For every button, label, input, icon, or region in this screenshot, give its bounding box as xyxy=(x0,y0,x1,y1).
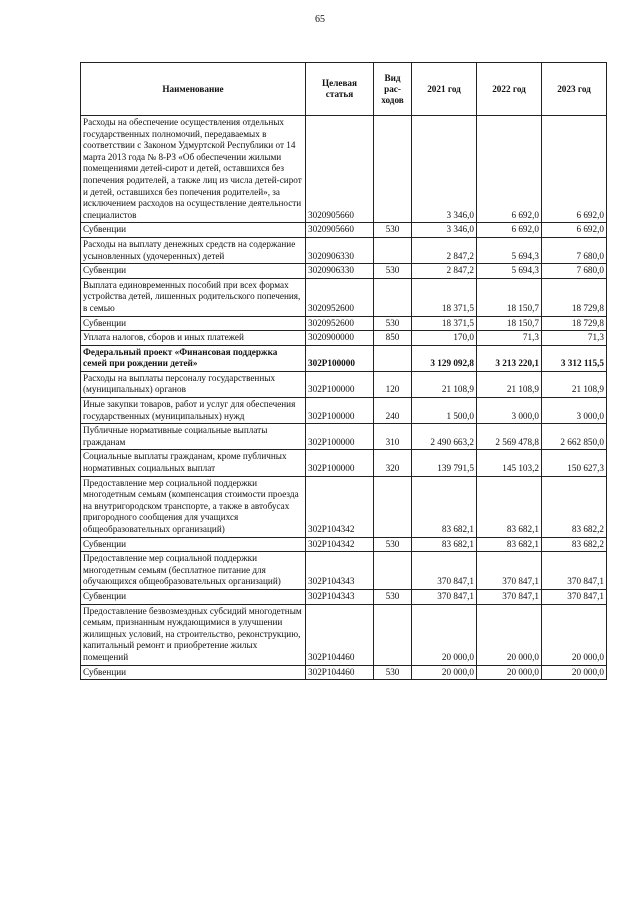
row-value-2023: 18 729,8 xyxy=(542,316,607,331)
table-row xyxy=(81,424,607,450)
row-name: Предоставление безвозмездных субсидий многодетным семьям, признанным нуждающимися в улучшении жилищных условий, на строительство, реконструкцию, капитальный ремонт и приобретение жилых помещений xyxy=(81,604,306,665)
row-target-code: 3020906330 xyxy=(306,237,374,263)
row-value-2021: 21 108,9 xyxy=(412,371,477,397)
row-value-2022: 20 000,0 xyxy=(477,665,542,680)
row-value-2021: 139 791,5 xyxy=(412,450,477,476)
row-target-code: 302P100000 xyxy=(306,424,374,450)
row-value-2022: 20 000,0 xyxy=(477,604,542,665)
row-name: Расходы на обеспечение осуществления отдельных государственных полномочий, передаваемых в соответствии с Законом Удмуртской Республики от 14 марта 2013 года № 8-РЗ «Об обеспечении жилыми помещениями детей-сирот и детей, оставшихся без попечения родителей, а также лиц из числа детей-сирот и детей, оставшихся без попечения родителей», за исключением расходов на осуществление деятельности специалистов xyxy=(81,116,306,223)
budget-table xyxy=(80,62,607,680)
row-target-code: 3020906330 xyxy=(306,264,374,279)
table-row xyxy=(81,237,607,263)
row-value-2021: 370 847,1 xyxy=(412,552,477,590)
table-row xyxy=(81,589,607,604)
table-row xyxy=(81,278,607,316)
row-target-code: 302P104342 xyxy=(306,476,374,537)
row-value-2021: 2 847,2 xyxy=(412,264,477,279)
row-target-code: 3020905660 xyxy=(306,116,374,223)
row-value-2022: 18 150,7 xyxy=(477,316,542,331)
row-value-2022: 71,3 xyxy=(477,331,542,346)
header-code: Целевая статья xyxy=(306,63,374,116)
row-expense-type xyxy=(374,345,412,371)
row-expense-type: 120 xyxy=(374,371,412,397)
row-value-2021: 18 371,5 xyxy=(412,278,477,316)
row-target-code: 302P104342 xyxy=(306,537,374,552)
row-target-code: 3020952600 xyxy=(306,316,374,331)
row-value-2021: 18 371,5 xyxy=(412,316,477,331)
row-expense-type xyxy=(374,552,412,590)
row-expense-type xyxy=(374,116,412,223)
row-expense-type xyxy=(374,604,412,665)
page-number: 65 xyxy=(315,14,325,25)
table-row xyxy=(81,450,607,476)
row-target-code: 3020900000 xyxy=(306,331,374,346)
row-name: Иные закупки товаров, работ и услуг для обеспечения государственных (муниципальных) нужд xyxy=(81,398,306,424)
row-value-2023: 21 108,9 xyxy=(542,371,607,397)
row-value-2022: 370 847,1 xyxy=(477,552,542,590)
row-expense-type: 310 xyxy=(374,424,412,450)
row-expense-type: 530 xyxy=(374,589,412,604)
row-value-2022: 3 000,0 xyxy=(477,398,542,424)
row-value-2021: 20 000,0 xyxy=(412,665,477,680)
row-value-2022: 370 847,1 xyxy=(477,589,542,604)
row-value-2022: 6 692,0 xyxy=(477,223,542,238)
row-name: Предоставление мер социальной поддержки многодетным семьям (компенсация стоимости проезда на внутригородском транспорте, а также в автобусах пригородного сообщения для учащихся общеобразовательных организаций) xyxy=(81,476,306,537)
header-name: Наименование xyxy=(81,63,306,116)
row-value-2021: 3 346,0 xyxy=(412,116,477,223)
row-expense-type: 530 xyxy=(374,665,412,680)
header-2022: 2022 год xyxy=(477,63,542,116)
row-value-2023: 150 627,3 xyxy=(542,450,607,476)
header-row xyxy=(81,63,607,116)
row-value-2021: 3 129 092,8 xyxy=(412,345,477,371)
row-name: Расходы на выплату денежных средств на содержание усыновленных (удочеренных) детей xyxy=(81,237,306,263)
row-expense-type: 320 xyxy=(374,450,412,476)
row-value-2022: 83 682,1 xyxy=(477,537,542,552)
row-value-2022: 18 150,7 xyxy=(477,278,542,316)
row-value-2021: 2 847,2 xyxy=(412,237,477,263)
row-expense-type xyxy=(374,278,412,316)
row-value-2023: 20 000,0 xyxy=(542,604,607,665)
row-expense-type: 850 xyxy=(374,331,412,346)
row-value-2021: 20 000,0 xyxy=(412,604,477,665)
row-name: Публичные нормативные социальные выплаты гражданам xyxy=(81,424,306,450)
table-row xyxy=(81,331,607,346)
row-value-2022: 5 694,3 xyxy=(477,264,542,279)
row-target-code: 302P104460 xyxy=(306,604,374,665)
row-name: Субвенции xyxy=(81,665,306,680)
row-value-2022: 2 569 478,8 xyxy=(477,424,542,450)
row-value-2022: 3 213 220,1 xyxy=(477,345,542,371)
row-expense-type: 240 xyxy=(374,398,412,424)
row-name: Уплата налогов, сборов и иных платежей xyxy=(81,331,306,346)
row-expense-type: 530 xyxy=(374,316,412,331)
row-value-2021: 83 682,1 xyxy=(412,476,477,537)
row-name: Социальные выплаты гражданам, кроме публичных нормативных социальных выплат xyxy=(81,450,306,476)
row-value-2023: 6 692,0 xyxy=(542,223,607,238)
row-expense-type: 530 xyxy=(374,537,412,552)
row-expense-type: 530 xyxy=(374,223,412,238)
row-target-code: 302P104460 xyxy=(306,665,374,680)
row-target-code: 302P104343 xyxy=(306,552,374,590)
row-value-2023: 20 000,0 xyxy=(542,665,607,680)
row-target-code: 3020905660 xyxy=(306,223,374,238)
table-row xyxy=(81,537,607,552)
row-expense-type xyxy=(374,476,412,537)
table-row xyxy=(81,264,607,279)
row-expense-type xyxy=(374,237,412,263)
row-value-2023: 6 692,0 xyxy=(542,116,607,223)
row-value-2021: 170,0 xyxy=(412,331,477,346)
row-value-2022: 145 103,2 xyxy=(477,450,542,476)
row-value-2023: 18 729,8 xyxy=(542,278,607,316)
table-row xyxy=(81,552,607,590)
header-2021: 2021 год xyxy=(412,63,477,116)
row-value-2021: 2 490 663,2 xyxy=(412,424,477,450)
row-name: Субвенции xyxy=(81,223,306,238)
row-value-2022: 21 108,9 xyxy=(477,371,542,397)
row-value-2023: 7 680,0 xyxy=(542,237,607,263)
row-value-2023: 3 000,0 xyxy=(542,398,607,424)
row-value-2021: 3 346,0 xyxy=(412,223,477,238)
row-target-code: 302P100000 xyxy=(306,345,374,371)
table-row xyxy=(81,398,607,424)
row-target-code: 302P100000 xyxy=(306,450,374,476)
header-expense-type: Вид рас-ходов xyxy=(374,63,412,116)
row-name: Федеральный проект «Финансовая поддержка семей при рождении детей» xyxy=(81,345,306,371)
table-row xyxy=(81,604,607,665)
table-body xyxy=(81,116,607,680)
row-value-2023: 7 680,0 xyxy=(542,264,607,279)
row-value-2023: 2 662 850,0 xyxy=(542,424,607,450)
row-name: Субвенции xyxy=(81,589,306,604)
row-target-code: 302P100000 xyxy=(306,371,374,397)
row-value-2021: 370 847,1 xyxy=(412,589,477,604)
row-target-code: 302P104343 xyxy=(306,589,374,604)
row-value-2023: 83 682,2 xyxy=(542,476,607,537)
row-value-2023: 71,3 xyxy=(542,331,607,346)
table-row xyxy=(81,116,607,223)
table-row xyxy=(81,665,607,680)
row-name: Субвенции xyxy=(81,264,306,279)
row-value-2023: 370 847,1 xyxy=(542,552,607,590)
table-row xyxy=(81,223,607,238)
row-value-2021: 1 500,0 xyxy=(412,398,477,424)
header-2023: 2023 год xyxy=(542,63,607,116)
row-expense-type: 530 xyxy=(374,264,412,279)
table-row xyxy=(81,316,607,331)
row-name: Предоставление мер социальной поддержки многодетным семьям (бесплатное питание для обучающихся общеобразовательных организаций) xyxy=(81,552,306,590)
table-row xyxy=(81,345,607,371)
row-target-code: 302P100000 xyxy=(306,398,374,424)
row-name: Расходы на выплаты персоналу государственных (муниципальных) органов xyxy=(81,371,306,397)
row-value-2023: 370 847,1 xyxy=(542,589,607,604)
table-row xyxy=(81,371,607,397)
row-value-2022: 6 692,0 xyxy=(477,116,542,223)
row-value-2023: 83 682,2 xyxy=(542,537,607,552)
row-value-2021: 83 682,1 xyxy=(412,537,477,552)
row-target-code: 3020952600 xyxy=(306,278,374,316)
row-name: Выплата единовременных пособий при всех формах устройства детей, лишенных родительского попечения, в семью xyxy=(81,278,306,316)
table-row xyxy=(81,476,607,537)
row-value-2022: 83 682,1 xyxy=(477,476,542,537)
row-value-2022: 5 694,3 xyxy=(477,237,542,263)
row-name: Субвенции xyxy=(81,537,306,552)
row-name: Субвенции xyxy=(81,316,306,331)
row-value-2023: 3 312 115,5 xyxy=(542,345,607,371)
